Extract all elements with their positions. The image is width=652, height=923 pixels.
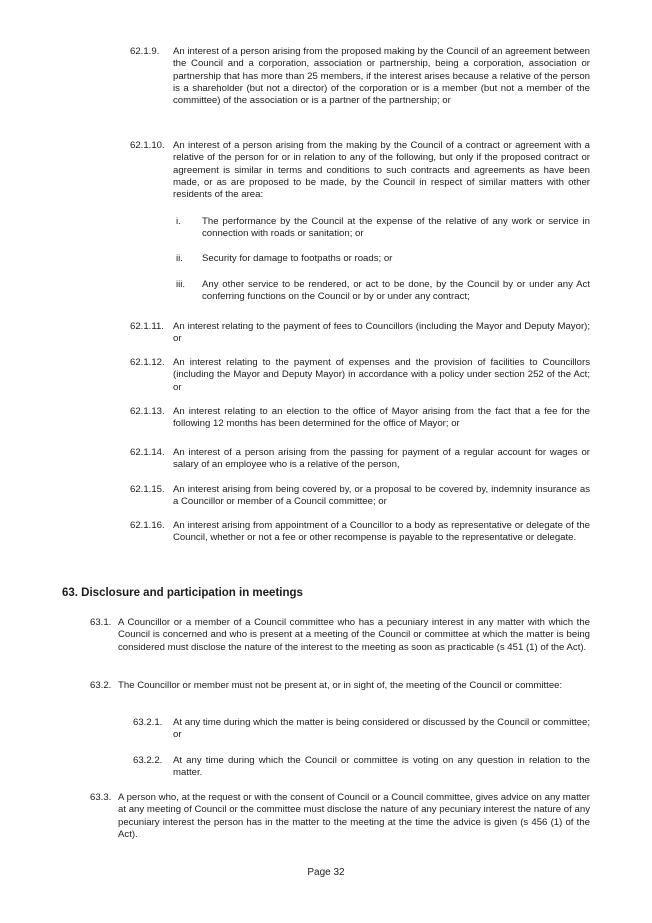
page-number: Page 32 bbox=[307, 867, 345, 878]
subclause-number: i. bbox=[176, 216, 181, 227]
clause-62-1-11 bbox=[130, 321, 590, 346]
clause-text: At any time during which the Council or committee is voting on any question in relation to the matter. bbox=[173, 755, 590, 779]
clause-text: A Councillor or a member of a Council committee who has a pecuniary interest in any matter with which the Council is concerned and who is present at a meeting of the Council or committee at which the matter is being considered must disclose the nature of the interest to the meeting as soon as practicable (s 451 (1) of the Act). bbox=[118, 617, 590, 653]
clause-62-1-15 bbox=[130, 484, 590, 509]
subclause-number: iii. bbox=[176, 279, 186, 290]
clause-text: At any time during which the matter is being considered or discussed by the Council or committee; or bbox=[173, 717, 590, 741]
subclause-text: The performance by the Council at the expense of the relative of any work or service in connection with roads or sanitation; or bbox=[202, 216, 590, 240]
clause-62-1-9 bbox=[130, 46, 590, 107]
clause-63-2 bbox=[90, 680, 590, 692]
clause-number: 62.1.12. bbox=[130, 357, 165, 368]
clause-text: An interest relating to an election to the office of Mayor arising from the fact that a fee for the following 12 months has been determined for the office of Mayor; or bbox=[173, 406, 590, 430]
clause-number: 62.1.13. bbox=[130, 406, 165, 417]
clause-63-2-2 bbox=[133, 755, 590, 780]
clause-number: 63.1. bbox=[90, 617, 112, 628]
clause-number: 63.3. bbox=[90, 792, 112, 803]
clause-62-1-14 bbox=[130, 447, 590, 472]
clause-text: The Councillor or member must not be present at, or in sight of, the meeting of the Council or committee: bbox=[118, 680, 563, 691]
clause-62-1-13 bbox=[130, 406, 590, 431]
subclause-number: ii. bbox=[176, 253, 183, 264]
clause-number: 62.1.11. bbox=[130, 321, 164, 332]
clause-number: 63.2.2. bbox=[133, 755, 163, 766]
clause-number: 62.1.9. bbox=[130, 46, 160, 57]
subclause-text: Security for damage to footpaths or roads; or bbox=[202, 253, 393, 264]
subclause-i bbox=[176, 216, 590, 241]
subclause-text: Any other service to be rendered, or act to be done, by the Council by or under any Act conferring functions on the Council or by or under any contract; bbox=[202, 279, 590, 303]
clause-text: An interest relating to the payment of fees to Councillors (including the Mayor and Deputy Mayor); or bbox=[173, 321, 590, 345]
clause-text: An interest of a person arising from the proposed making by the Council of an agreement between the Council and a corporation, association or partnership, being a corporation, association or partnership that has more than 25 members, if the interest arises because a relative of the person is a shareholder (but not a director) of the corporation or is a member (but not a member of the committee) of the association or is a partner of the partnership; or bbox=[173, 46, 590, 107]
clause-text: An interest of a person arising from the passing for payment of a regular account for wages or salary of an employee who is a relative of the person, bbox=[173, 447, 590, 471]
clause-63-3 bbox=[90, 792, 590, 841]
clause-number: 62.1.14. bbox=[130, 447, 165, 458]
section-heading: 63. Disclosure and participation in meetings bbox=[62, 587, 303, 599]
clause-number: 62.1.16. bbox=[130, 520, 165, 531]
clause-number: 63.2. bbox=[90, 680, 112, 691]
clause-62-1-12 bbox=[130, 357, 590, 394]
clause-text: An interest relating to the payment of expenses and the provision of facilities to Councillors (including the Mayor and Deputy Mayor) in accordance with a policy under section 252 of the Act; or bbox=[173, 357, 590, 393]
clause-number: 62.1.10. bbox=[130, 140, 165, 151]
subclause-ii bbox=[176, 253, 590, 265]
clause-number: 63.2.1. bbox=[133, 717, 163, 728]
subclause-iii bbox=[176, 279, 590, 304]
clause-63-2-1 bbox=[133, 717, 590, 742]
clause-number: 62.1.15. bbox=[130, 484, 165, 495]
clause-62-1-10 bbox=[130, 140, 590, 201]
clause-62-1-16 bbox=[130, 520, 590, 545]
clause-text: An interest of a person arising from the making by the Council of a contract or agreement with a relative of the person for or in relation to any of the following, but only if the proposed contract or agreement is similar in terms and conditions to such contracts and agreements as have been made, or as are proposed to be made, by the Council in respect of similar matters with other residents of the area: bbox=[173, 140, 590, 201]
clause-text: An interest arising from appointment of a Councillor to a body as representative or delegate of the Council, whether or not a fee or other recompense is payable to the representative or delegate. bbox=[173, 520, 590, 544]
clause-text: An interest arising from being covered by, or a proposal to be covered by, indemnity insurance as a Councillor or member of a Council committee; or bbox=[173, 484, 590, 508]
clause-text: A person who, at the request or with the consent of Council or a Council committee, gives advice on any matter at any meeting of Council or the committee must disclose the nature of any pecuniary interest the nature of any pecuniary interest the person has in the matter to the meeting at the time the advice is given (s 456 (1) of the Act). bbox=[118, 792, 590, 840]
clause-63-1 bbox=[90, 617, 590, 654]
